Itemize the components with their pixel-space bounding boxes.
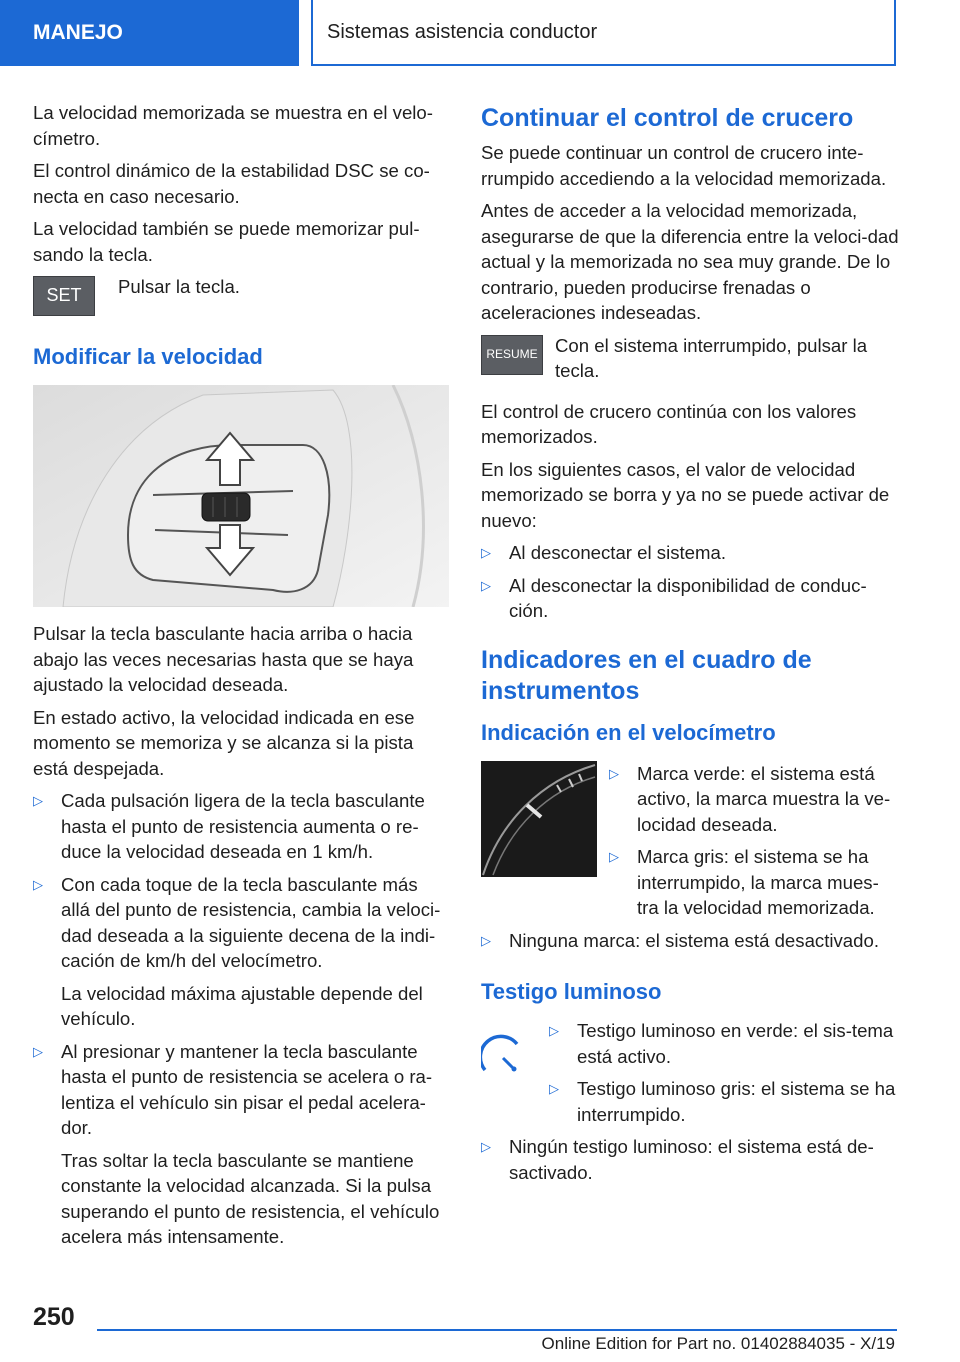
bullet-icon: ▷	[33, 876, 43, 892]
paragraph: Se puede continuar un control de crucero inte-rrumpido accediendo a la velocidad memorizada.	[481, 142, 887, 189]
speedometer-mark-illustration	[481, 761, 597, 877]
heading-indicacion: Indicación en el velocímetro	[481, 719, 776, 745]
chapter-header	[311, 0, 896, 66]
cruise-indicator-icon-wrap	[481, 1018, 549, 1134]
bullet-icon: ▷	[549, 1023, 559, 1038]
list-note: La velocidad máxima ajustable depende del vehículo.	[61, 982, 423, 1029]
heading-testigo: Testigo luminoso	[481, 979, 662, 1004]
right-column	[481, 103, 899, 1192]
list-item: ▷ Testigo luminoso gris: el sistema se ha interrumpido.	[549, 1076, 899, 1127]
resume-key-icon: RESUME	[481, 335, 543, 375]
paragraph: En estado activo, la velocidad indicada en ese momento se memoriza y se alcanza si la pista está despejada.	[33, 706, 415, 779]
bullet-icon: ▷	[481, 577, 491, 593]
paragraph: En los siguientes casos, el valor de velocidad memorizado se borra y ya no se puede activar de nuevo:	[481, 458, 890, 531]
left-column	[33, 100, 449, 1257]
list-item: ▷ Cada pulsación ligera de la tecla basculante hasta el punto de resistencia aumenta o re-duce la velocidad deseada en 1 km/h.	[33, 788, 449, 865]
bullet-icon: ▷	[549, 1081, 559, 1096]
paragraph: La velocidad memorizada se muestra en el velo-címetro.	[33, 102, 433, 149]
list-item: ▷ Marca verde: el sistema está activo, la marca muestra la ve-locidad deseada.	[609, 761, 899, 838]
paragraph: Pulsar la tecla basculante hacia arriba o hacia abajo las veces necesarias hasta que se haya ajustado la velocidad deseada.	[33, 623, 414, 695]
chapter-title: Sistemas asistencia conductor	[327, 20, 598, 43]
heading-modificar: Modificar la velocidad	[33, 344, 263, 369]
list-item: ▷ Ninguna marca: el sistema está desactivado.	[481, 928, 899, 954]
set-key-icon: SET	[33, 276, 95, 316]
indicator-block	[481, 1018, 899, 1134]
cruise-control-icon	[481, 1034, 525, 1078]
section-title: MANEJO	[33, 21, 123, 44]
heading-indicadores: Indicadores en el cuadro de instrumentos	[481, 645, 812, 705]
paragraph: La velocidad también se puede memorizar pul-sando la tecla.	[33, 218, 420, 265]
list-item: ▷ Al presionar y mantener la tecla basculante hasta el punto de resistencia se acelera o ra-lentiza el vehículo sin pisar el pedal acelera-dor.	[33, 1039, 449, 1141]
list-item: ▷ Al desconectar la disponibilidad de conduc-ción.	[481, 573, 899, 624]
resume-key-row	[481, 333, 899, 384]
bullet-icon: ▷	[609, 765, 619, 781]
paragraph: El control de crucero continúa con los valores memorizados.	[481, 400, 857, 447]
page-number: 250	[33, 1303, 75, 1331]
footer-divider	[97, 1329, 897, 1331]
section-tab	[0, 0, 299, 66]
footer-edition: Online Edition for Part no. 01402884035 - X/19	[541, 1334, 895, 1353]
resume-key-text: Con el sistema interrumpido, pulsar la tecla.	[555, 334, 868, 381]
steering-wheel-rocker-illustration	[33, 385, 449, 607]
bullet-icon: ▷	[609, 849, 619, 864]
set-key-row	[33, 274, 449, 316]
speedometer-block	[481, 761, 899, 928]
list-item: ▷ Al desconectar el sistema.	[481, 540, 899, 566]
bullet-icon: ▷	[481, 932, 491, 948]
list-item: ▷ Ningún testigo luminoso: el sistema está de-sactivado.	[481, 1134, 899, 1185]
bullet-icon: ▷	[33, 793, 43, 808]
paragraph: Antes de acceder a la velocidad memorizada, asegurarse de que la diferencia entre la veloci-dad actual y la memorizada no sea muy grande. De lo contrario, pueden producirse frenadas o aceleraciones indeseadas.	[481, 200, 899, 323]
bullet-icon: ▷	[481, 1139, 491, 1154]
bullet-icon: ▷	[481, 545, 491, 560]
list-item: ▷ Testigo luminoso en verde: el sis-tema está activo.	[549, 1018, 899, 1069]
heading-continuar: Continuar el control de crucero	[481, 104, 854, 132]
list-item: ▷ Con cada toque de la tecla basculante más allá del punto de resistencia, cambia la veloci-dad deseada a la siguiente decena de la indi-cación de km/h del velocímetro.	[33, 872, 449, 974]
list-note: Tras soltar la tecla basculante se mantiene constante la velocidad alcanzada. Si la pulsa superando el punto de resistencia, el vehículo acelera más intensamente.	[61, 1149, 440, 1247]
paragraph: El control dinámico de la estabilidad DSC se co-necta en caso necesario.	[33, 160, 430, 207]
set-key-text: Pulsar la tecla.	[118, 276, 240, 297]
list-item: ▷ Marca gris: el sistema se ha interrumpido, la marca mues-tra la velocidad memorizada.	[609, 844, 899, 921]
bullet-icon: ▷	[33, 1043, 43, 1059]
